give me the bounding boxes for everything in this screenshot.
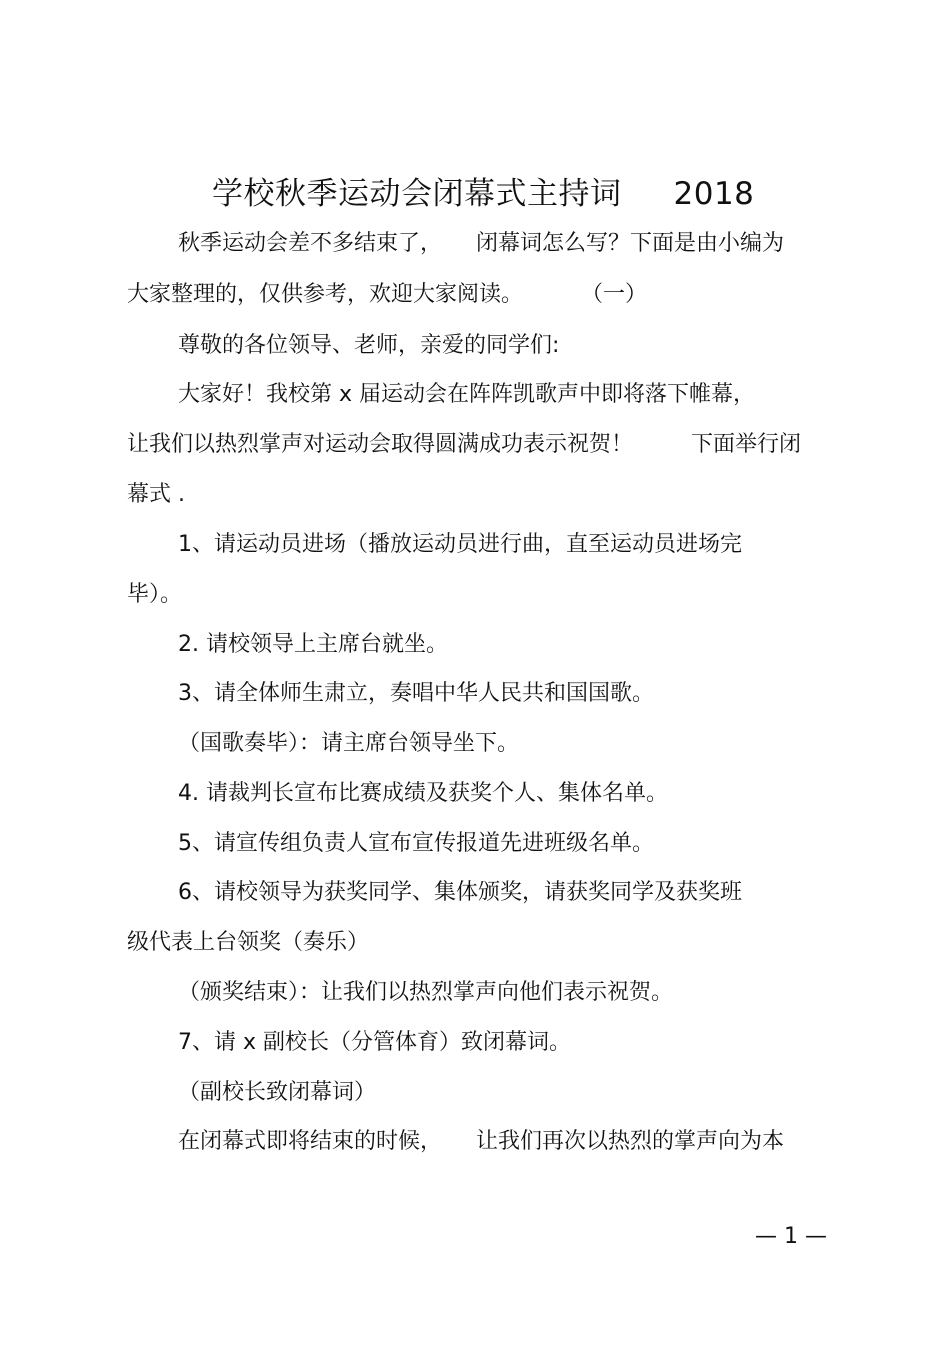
item-6-line-1: 6、请校领导为获奖同学、集体颁奖，请获奖同学及获奖班 bbox=[178, 880, 742, 905]
item-6-note: （颁奖结束）：让我们以热烈掌声向他们表示祝贺。 bbox=[178, 980, 674, 1005]
item-7-note: （副校长致闭幕词） bbox=[178, 1080, 377, 1105]
intro-line-2 bbox=[127, 280, 647, 310]
opening-line-3: 幕式 . bbox=[127, 482, 185, 507]
intro-text-1b: 闭幕词怎么写？下面是由小编为 bbox=[476, 231, 785, 256]
item-3: 3、请全体师生肃立，奏唱中华人民共和国国歌。 bbox=[178, 681, 654, 706]
opening-text-2a: 让我们以热烈掌声对运动会取得圆满成功表示祝贺！ bbox=[127, 432, 634, 457]
opening-line-2 bbox=[127, 430, 801, 460]
title-year: 2018 bbox=[673, 176, 755, 212]
item-7: 7、请 x 副校长（分管体育）致闭幕词。 bbox=[178, 1030, 572, 1055]
item-5: 5、请宣传组负责人宣布宣传报道先进班级名单。 bbox=[178, 831, 654, 856]
item-6-line-2: 级代表上台领奖（奏乐） bbox=[127, 930, 370, 955]
opening-line-1: 大家好！我校第 x 届运动会在阵阵凯歌声中即将落下帷幕， bbox=[178, 382, 756, 407]
item-4: 4. 请裁判长宣布比赛成绩及获奖个人、集体名单。 bbox=[178, 781, 668, 806]
greeting-line: 尊敬的各位领导、老师，亲爱的同学们: bbox=[178, 333, 560, 358]
intro-text-2b: （一） bbox=[581, 282, 648, 307]
closing-line-1 bbox=[178, 1127, 784, 1157]
item-1-line-2: 毕）。 bbox=[127, 582, 183, 607]
opening-text-2b: 下面举行闭 bbox=[691, 432, 802, 457]
item-1-line-1: 1、请运动员进场（播放运动员进行曲，直至运动员进场完 bbox=[178, 532, 742, 557]
title-text: 学校秋季运动会闭幕式主持词 bbox=[212, 176, 622, 212]
intro-text-1a: 秋季运动会差不多结束了， bbox=[178, 231, 443, 256]
closing-text-1a: 在闭幕式即将结束的时候， bbox=[178, 1129, 443, 1154]
page-number: — 1 — bbox=[755, 1224, 827, 1249]
closing-text-1b: 让我们再次以热烈的掌声向为本 bbox=[476, 1129, 785, 1154]
document-title bbox=[212, 172, 754, 216]
item-3-note: （国歌奏毕）：请主席台领导坐下。 bbox=[178, 731, 520, 756]
intro-text-2a: 大家整理的，仅供参考，欢迎大家阅读。 bbox=[127, 282, 524, 307]
item-2: 2. 请校领导上主席台就坐。 bbox=[178, 632, 448, 657]
intro-line-1 bbox=[178, 229, 784, 259]
